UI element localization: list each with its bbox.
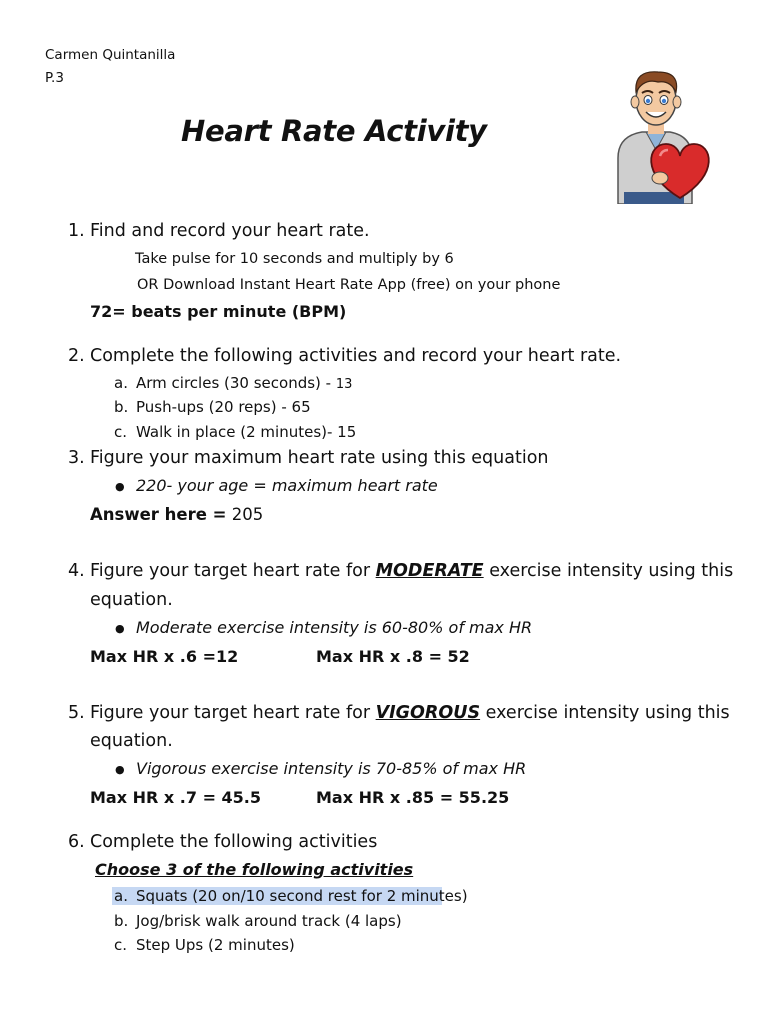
q2-number: 2.	[68, 346, 85, 366]
q5-calc-70: Max HR x .7 = 45.5	[90, 788, 262, 807]
q5-bullet: Vigorous exercise intensity is 70-85% of max HR	[136, 759, 527, 778]
q3-number: 3.	[68, 448, 85, 468]
class-period: P.3	[45, 70, 64, 86]
q5-emphasis: VIGOROUS	[375, 703, 481, 723]
q3-bullet: 220- your age = maximum heart rate	[136, 476, 438, 495]
q1-answer: 72= beats per minute (BPM)	[90, 302, 347, 321]
q6-item-b-letter: b.	[114, 912, 129, 930]
q5-text	[90, 703, 730, 723]
q2-item-a	[136, 374, 352, 392]
q6-text: Complete the following activities	[90, 832, 378, 852]
q4-emphasis: MODERATE	[375, 561, 484, 581]
q1-text: Find and record your heart rate.	[90, 221, 370, 241]
q2-item-a-letter: a.	[114, 374, 128, 392]
q4-bullet: Moderate exercise intensity is 60-80% of max HR	[136, 618, 533, 637]
q1-number: 1.	[68, 221, 85, 241]
q4-calc-80: Max HR x .8 = 52	[316, 647, 470, 666]
avatar-holding-heart-icon	[600, 66, 718, 204]
q5-text-after: exercise intensity using this	[480, 703, 730, 723]
q6-item-a-highlight	[112, 887, 468, 905]
q5-text-line2: equation.	[90, 731, 173, 751]
q3-answer-value: 205	[226, 505, 264, 524]
q2-item-c-letter: c.	[114, 423, 128, 441]
q5-bullet-dot: ●	[115, 763, 125, 776]
q4-text	[90, 561, 733, 581]
q2-item-a-label: Arm circles (30 seconds) -	[136, 374, 336, 392]
q2-item-a-value: 13	[335, 377, 353, 392]
q6-item-a-letter: a.	[114, 887, 128, 905]
student-name: Carmen Quintanilla	[45, 47, 176, 63]
page-title: Heart Rate Activity	[181, 114, 487, 148]
q6-item-b: Jog/brisk walk around track (4 laps)	[136, 912, 402, 930]
q6-choose-instruction: Choose 3 of the following activities	[95, 860, 414, 879]
q4-text-before: Figure your target heart rate for	[90, 561, 376, 581]
q3-answer-label: Answer here =	[90, 505, 227, 524]
q6-item-c: Step Ups (2 minutes)	[136, 936, 295, 954]
q4-text-after: exercise intensity using this	[483, 561, 734, 581]
q5-number: 5.	[68, 703, 85, 723]
q5-text-before: Figure your target heart rate for	[90, 703, 376, 723]
q6-number: 6.	[68, 832, 85, 852]
q2-item-c: Walk in place (2 minutes)- 15	[136, 423, 357, 441]
q4-calc-60: Max HR x .6 =12	[90, 647, 239, 666]
q3-answer	[90, 505, 263, 524]
q5-calc-85: Max HR x .85 = 55.25	[316, 788, 510, 807]
q1-note-pulse: Take pulse for 10 seconds and multiply by 6	[135, 251, 454, 267]
q6-item-c-letter: c.	[114, 936, 128, 954]
q4-bullet-dot: ●	[115, 622, 125, 635]
q4-text-line2: equation.	[90, 590, 173, 610]
q2-text: Complete the following activities and record your heart rate.	[90, 346, 622, 366]
q2-item-b-letter: b.	[114, 398, 129, 416]
q6-item-a: Squats (20 on/10 second rest for 2 minutes)	[136, 887, 468, 905]
q1-note-app: OR Download Instant Heart Rate App (free) on your phone	[137, 277, 561, 293]
q2-item-b: Push-ups (20 reps) - 65	[136, 398, 311, 416]
q4-number: 4.	[68, 561, 85, 581]
q3-text: Figure your maximum heart rate using this equation	[90, 448, 549, 468]
q3-bullet-dot: ●	[115, 480, 125, 493]
